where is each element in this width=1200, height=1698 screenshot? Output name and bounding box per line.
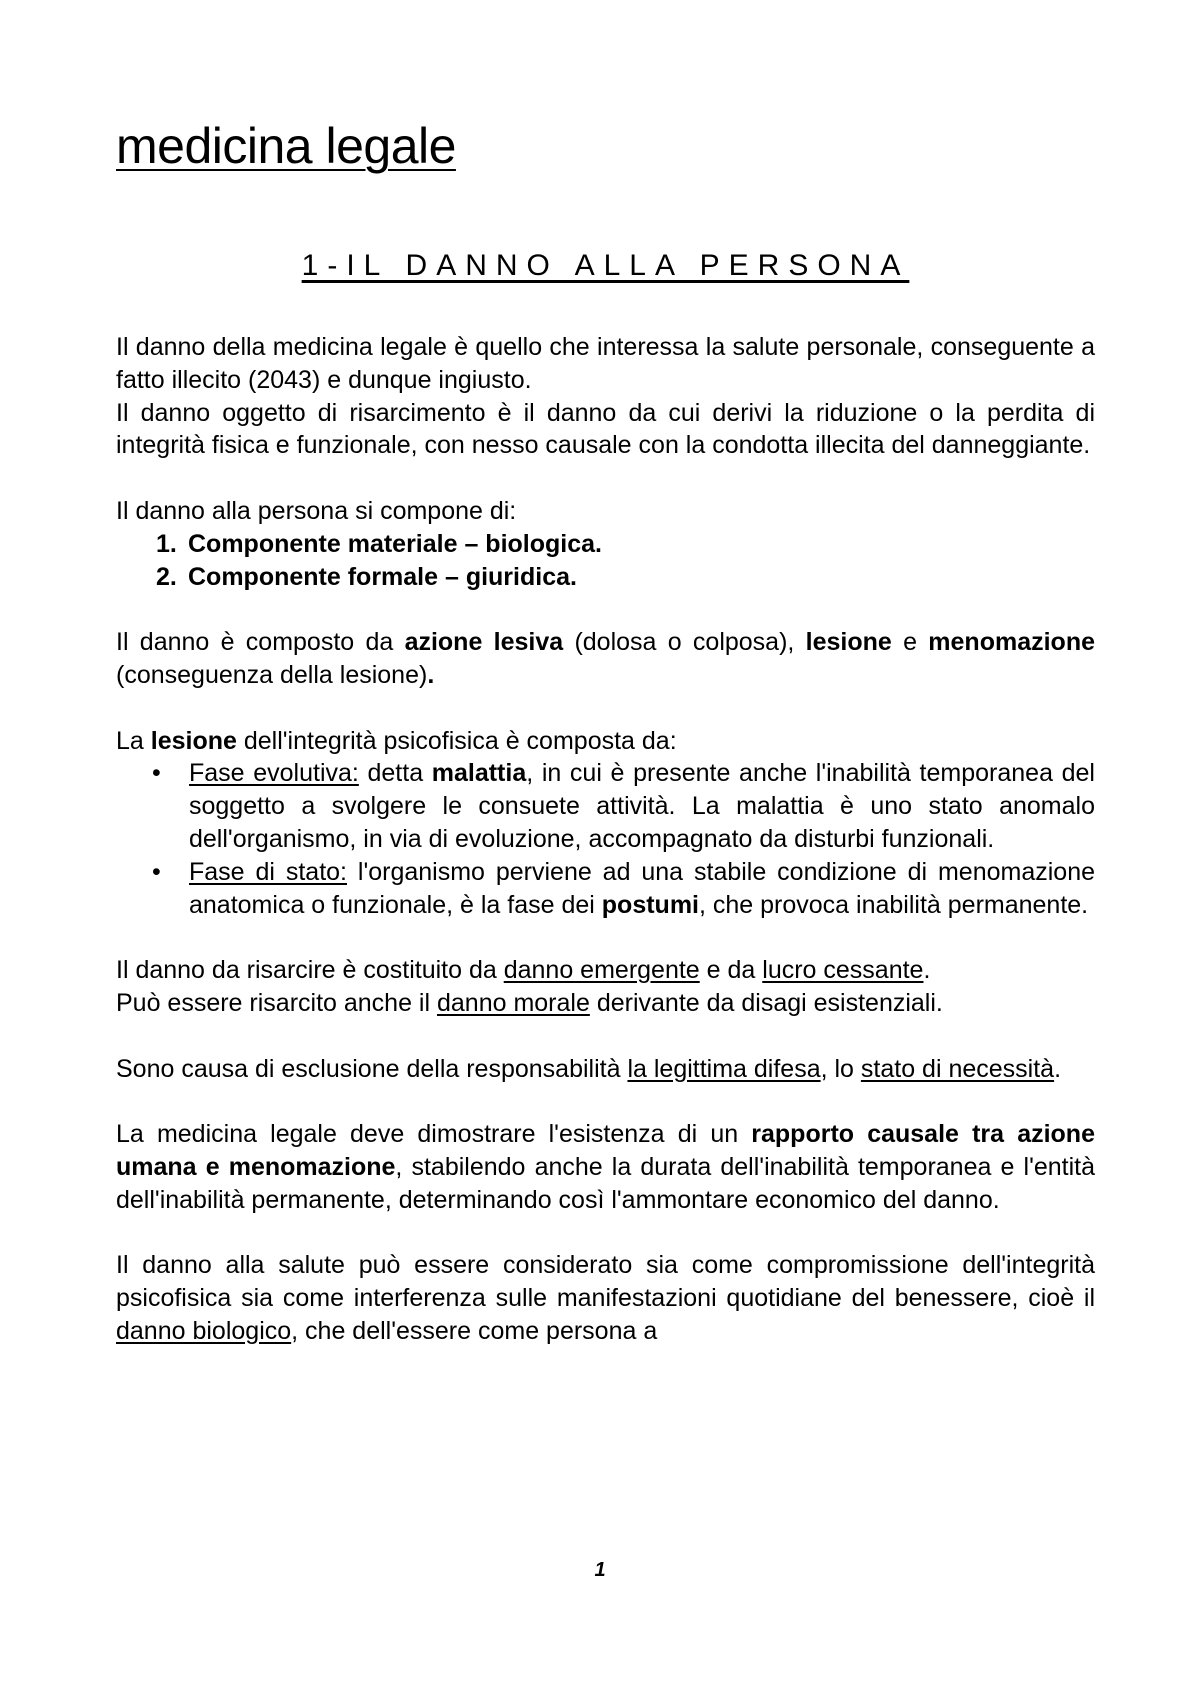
paragraph-danno-definizione: Il danno della medicina legale è quello che interessa la salute personale, conseguente a fatto illecito (2043) e dunque ingiusto. Il danno oggetto di risarcimento è il danno da cui derivi la riduzione o la perdita di integrità fisica e funzionale, con nesso causale con la condotta illecita del danneggiante.	[116, 333, 1095, 460]
components-list	[116, 528, 1095, 594]
paragraph-esclusione: Sono causa di esclusione della responsabilità la legittima difesa, lo stato di necessità.	[116, 1054, 1062, 1083]
list-item: 1. Componente materiale – biologica.	[156, 529, 602, 558]
phases-list	[116, 757, 1095, 921]
document-body	[116, 331, 1095, 1348]
bullet-icon: •	[152, 759, 161, 788]
chapter-heading: 1-IL DANNO ALLA PERSONA	[301, 249, 910, 282]
paragraph-rapporto-causale: La medicina legale deve dimostrare l'esistenza di un rapporto causale tra azione umana e menomazione, stabilendo anche la durata dell'inabilità temporanea e l'entità dell'inabilità permanente, determinando così l'ammontare economico del danno.	[116, 1120, 1095, 1214]
paragraph-componenti-intro: Il danno alla persona si compone di:	[116, 496, 517, 525]
page-number: 1	[594, 1559, 606, 1581]
paragraph-lesione-intro: La lesione dell'integrità psicofisica è composta da:	[116, 726, 677, 755]
paragraph-risarcimento: Il danno da risarcire è costituito da danno emergente e da lucro cessante. Può essere risarcito anche il danno morale derivante da disagi esistenziali.	[116, 956, 943, 1017]
list-item: • Fase evolutiva: detta malattia, in cui è presente anche l'inabilità temporanea del soggetto a svolgere le consuete attività. La malattia è uno stato anomalo dell'organismo, in via di evoluzione, accompagnato da disturbi funzionali.	[152, 759, 1095, 853]
list-item: • Fase di stato: l'organismo perviene ad una stabile condizione di menomazione anatomica o funzionale, è la fase dei postumi, che provoca inabilità permanente.	[152, 857, 1095, 919]
paragraph-danno-salute: Il danno alla salute può essere considerato sia come compromissione dell'integrità psicofisica sia come interferenza sulle manifestazioni quotidiane del benessere, cioè il danno biologico, che dell'essere come persona a	[116, 1251, 1095, 1345]
document-title: medicina legale	[116, 118, 456, 174]
paragraph-danno-composizione: Il danno è composto da azione lesiva (dolosa o colposa), lesione e menomazione (conseguenza della lesione).	[116, 628, 1095, 689]
bullet-icon: •	[152, 857, 161, 886]
list-item: 2. Componente formale – giuridica.	[156, 562, 577, 591]
